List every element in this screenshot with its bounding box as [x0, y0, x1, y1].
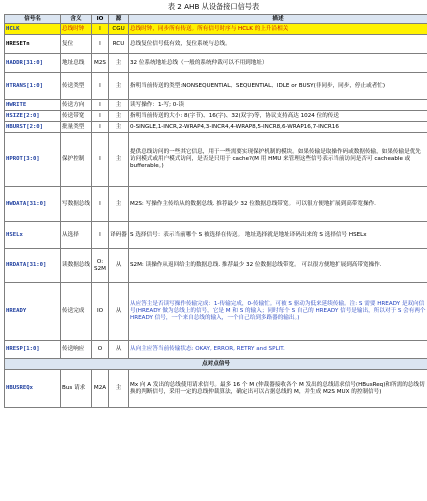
- signal-source: 主: [109, 370, 129, 408]
- signal-name: HADDR[31:0]: [5, 54, 61, 73]
- signal-source: 主: [109, 100, 129, 111]
- signal-io: I: [92, 222, 109, 249]
- signal-name: HPROT[3:0]: [5, 133, 61, 187]
- table-row: [5, 54, 427, 73]
- signal-desc: 总线复位信号低有效，复位系统与总线。: [129, 35, 427, 54]
- header-signal-name: 信号名: [5, 15, 61, 24]
- signal-desc: 从应答主是否读写操作传输完成：1-传输完成，0-传输忙。可被 S 驱动为低来延续传输。注: S 需要 HREADY 是双向信号(HREADY 做为总线上的信号，它是 M 和 S 的输入；同时每个 S 自己的 HREADY 信号是输出，所以对于 S 会有两个 HREADY 信号，一个来自总线的输入，一个自己给到多路器的输出。): [129, 283, 427, 341]
- table-row: [5, 100, 427, 111]
- signal-meaning: 传送方向: [61, 100, 92, 111]
- signal-io: I: [92, 24, 109, 35]
- signal-io: IO: [92, 283, 109, 341]
- table-row: [5, 73, 427, 100]
- signal-io: I: [92, 122, 109, 133]
- signal-meaning: 批量类型: [61, 122, 92, 133]
- table-row: [5, 359, 427, 370]
- signal-meaning: 写数据总线: [61, 187, 92, 222]
- signal-meaning: 地址总线: [61, 54, 92, 73]
- table-row: [5, 249, 427, 283]
- table-row: [5, 111, 427, 122]
- signal-io: O: [92, 341, 109, 359]
- signal-name: HRESETn: [5, 35, 61, 54]
- table-row: [5, 341, 427, 359]
- signal-io: M2A: [92, 370, 109, 408]
- signal-desc: 指明当前传送的类型:NONSEQUENTIAL、SEQUENTIAL、IDLE or BUSY(非同步，同步，停止或者忙): [129, 73, 427, 100]
- signal-desc: 提供总线访问的一些其它信息，用于一些需要实现保护机制的模块。如果传输是取操作码或数据传输，如果传输是优先访问模式或用户模式访问，是否是只用于 cache?(M 用 HMU 来管理这些信号表示当前访问是否可 cacheable 或 bufferable。): [129, 133, 427, 187]
- signal-name: HREADY: [5, 283, 61, 341]
- signal-meaning: 复位: [61, 35, 92, 54]
- signal-name: HRDATA[31:0]: [5, 249, 61, 283]
- signal-desc: 指明当前传送的大小: 8(字节)、16(字)、32(双字)等，协议支持高达 1024 位的传送: [129, 111, 427, 122]
- signal-name: HSIZE[2:0]: [5, 111, 61, 122]
- signal-name: HBURST[2:0]: [5, 122, 61, 133]
- signal-meaning: Bus 请求: [61, 370, 92, 408]
- signal-source: CGU: [109, 24, 129, 35]
- signal-desc: 读写操作：1-写; 0-读: [129, 100, 427, 111]
- signal-name: HWDATA[31:0]: [5, 187, 61, 222]
- signal-meaning: 传送完成: [61, 283, 92, 341]
- signal-meaning: 传送类型: [61, 73, 92, 100]
- signal-meaning: 传送带宽: [61, 111, 92, 122]
- signal-io: I: [92, 35, 109, 54]
- signal-desc: 32 位系统地址总线（一般的系统仲裁可以不用到地址）: [129, 54, 427, 73]
- signal-desc: M2S: 写操作主传给从的数据总线. 推荐最少 32 位数据总线带宽。 可以很方便地扩展到高带宽操作.: [129, 187, 427, 222]
- table-row: [5, 283, 427, 341]
- signal-io: I: [92, 133, 109, 187]
- signal-meaning: 传送响应: [61, 341, 92, 359]
- table-row: [5, 222, 427, 249]
- signal-source: 主: [109, 54, 129, 73]
- signal-source: 主: [109, 73, 129, 100]
- signal-name: HRESP[1:0]: [5, 341, 61, 359]
- header-description: 描述: [129, 15, 427, 24]
- signal-name: HSELx: [5, 222, 61, 249]
- header-source: 源: [109, 15, 129, 24]
- signal-name: HCLK: [5, 24, 61, 35]
- signal-source: 主: [109, 187, 129, 222]
- signal-io: I: [92, 111, 109, 122]
- signal-source: 主: [109, 133, 129, 187]
- table-row: [5, 187, 427, 222]
- signal-source: 从: [109, 283, 129, 341]
- signal-desc: 总线时钟，同步所有传送。所有信号时序与 HCLK 的上升沿相关: [129, 24, 427, 35]
- signal-name: HWRITE: [5, 100, 61, 111]
- signal-io: I: [92, 100, 109, 111]
- table-row: [5, 24, 427, 35]
- signal-source: 译码器: [109, 222, 129, 249]
- header-io: IO: [92, 15, 109, 24]
- signal-io: I: [92, 73, 109, 100]
- signal-io: O: S2M: [92, 249, 109, 283]
- signal-source: 从: [109, 249, 129, 283]
- signal-io: I: [92, 187, 109, 222]
- signal-name: HBUSREQx: [5, 370, 61, 408]
- signal-source: 主: [109, 111, 129, 122]
- table-row: [5, 35, 427, 54]
- signal-desc: S 选择信号：表示当前哪个 S 被选择在传送。 地址选择就是地址译码出来的 S 选择信号 HSELx: [129, 222, 427, 249]
- signal-desc: Mx 向 A 发出的总线使用请求信号。最多 16 个 M (仲裁器接收各个 M 发出的总线请求信号(HBusReq)和所需的总线切换的判断信号，采用一定的总线仲裁算法，确定出可以占据总线的 M，并生成 M2S MUX 的控制信号): [129, 370, 427, 408]
- table-row: [5, 122, 427, 133]
- signal-meaning: 总线时钟: [61, 24, 92, 35]
- table-row: [5, 370, 427, 408]
- table-header-row: [5, 15, 427, 24]
- signal-meaning: 读数据总线: [61, 249, 92, 283]
- table-caption: 表 2 AHB 从设备接口信号表: [167, 2, 260, 11]
- signal-desc: 从向主应答当前传输状态: OKAY, ERROR, RETRY and SPLIT.: [129, 341, 427, 359]
- signal-meaning: 从选择: [61, 222, 92, 249]
- section-header: 点对点信号: [5, 359, 427, 370]
- signal-source: 从: [109, 341, 129, 359]
- table-row: [5, 133, 427, 187]
- header-meaning: 含义: [61, 15, 92, 24]
- signal-table: [4, 14, 427, 408]
- signal-source: RCU: [109, 35, 129, 54]
- signal-meaning: 保护控制: [61, 133, 92, 187]
- signal-name: HTRANS[1:0]: [5, 73, 61, 100]
- signal-io: M2S: [92, 54, 109, 73]
- signal-desc: S2M: 读操作从返回给主的数据总线. 推荐最少 32 位数据总线带宽。 可以很方便地扩展到高带宽操作.: [129, 249, 427, 283]
- signal-source: 主: [109, 122, 129, 133]
- signal-desc: 0-SINGLE,1-INCR,2-WRAP4,3-INCR4,4-WRAP8,5-INCR8,6-WRAP16,7-INCR16: [129, 122, 427, 133]
